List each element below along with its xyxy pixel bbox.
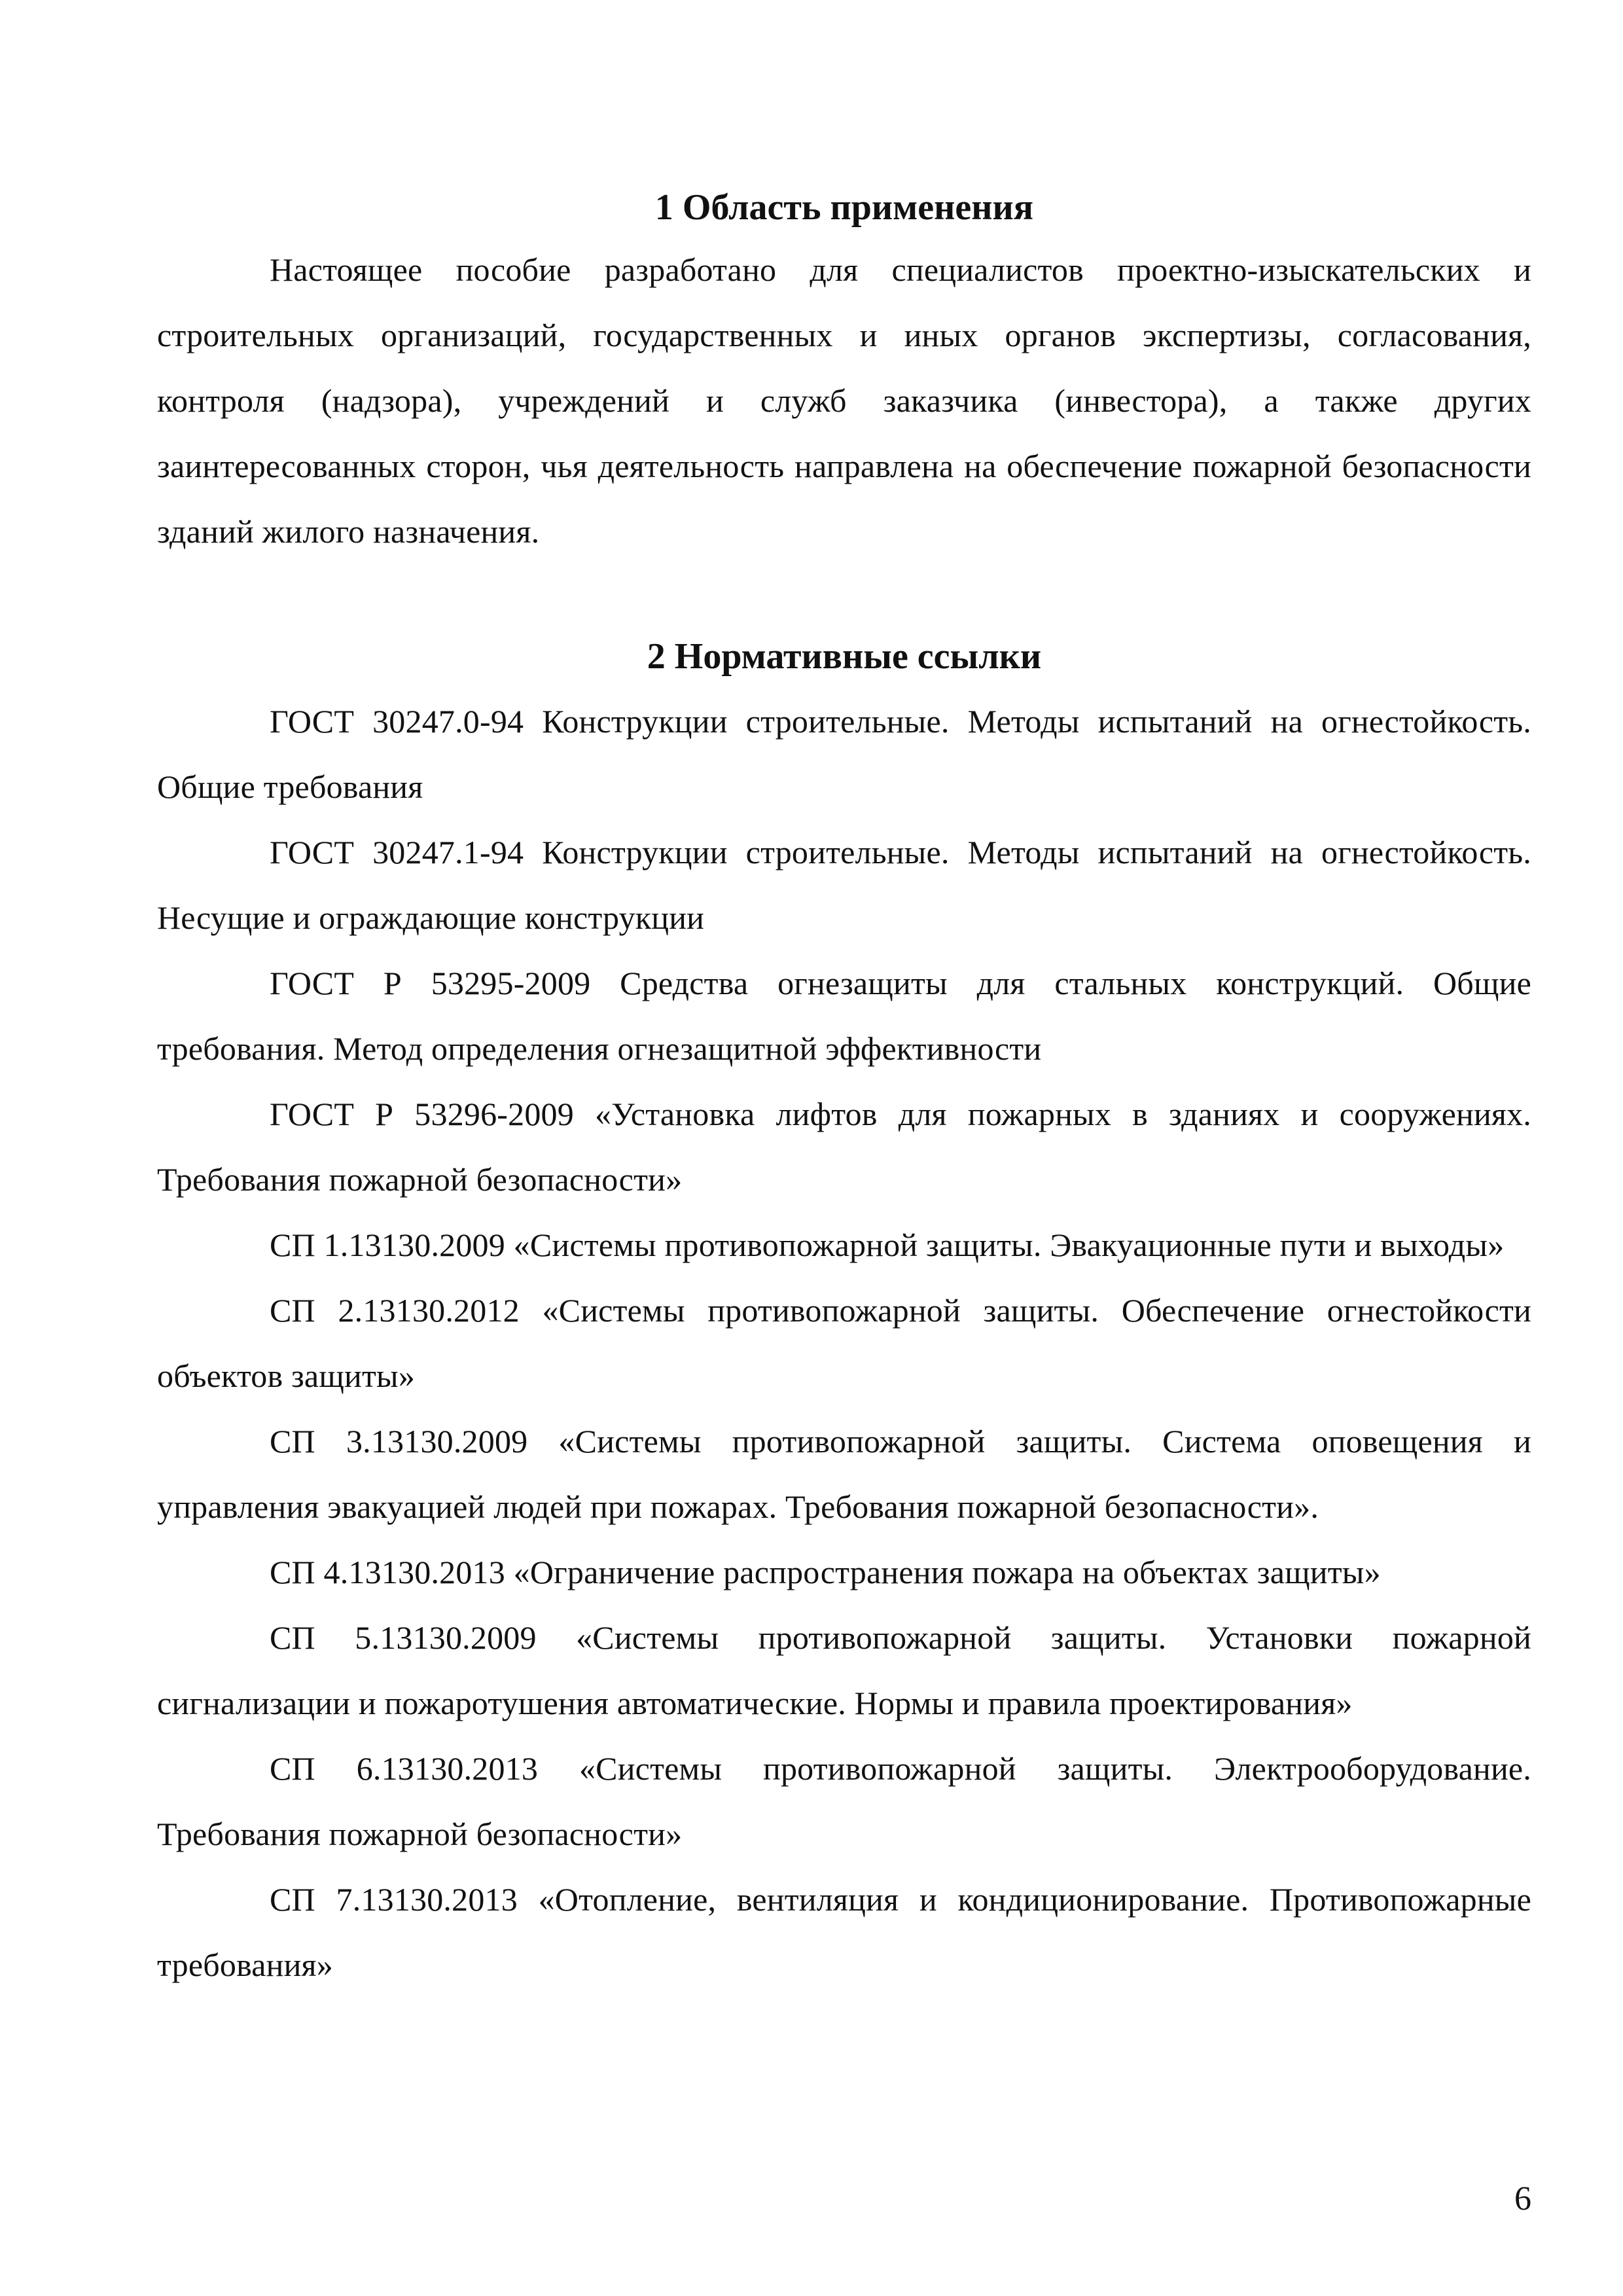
section-1-paragraph: Настоящее пособие разработано для специалистов проектно-изыскательских и строительных организаций, государственных и иных органов экспертизы, согласования, контроля (надзора), учреждений и служб заказчика (инвестора), а также других заинтересованных сторон, чья деятельность направлена на обеспечение пожарной безопасности зданий жилого назначения. [157,251,1531,550]
reference-sp-5: СП 5.13130.2009 «Системы противопожарной защиты. Установки пожарной сигнализации и пожаротушения автоматические. Нормы и правила проектирования» [157,1619,1531,1721]
reference-gost-30247-1: ГОСТ 30247.1-94 Конструкции строительные. Методы испытаний на огнестойкость. Несущие и ограждающие конструкции [157,834,1531,936]
reference-gost-30247-0: ГОСТ 30247.0-94 Конструкции строительные. Методы испытаний на огнестойкость. Общие требования [157,703,1531,805]
reference-sp-3: СП 3.13130.2009 «Системы противопожарной защиты. Система оповещения и управления эвакуацией людей при пожарах. Требования пожарной безопасности». [157,1423,1531,1525]
section-1-title: 1 Область применения [654,187,1034,228]
reference-gost-r-53295: ГОСТ Р 53295-2009 Средства огнезащиты для стальных конструкций. Общие требования. Метод определения огнезащитной эффективности [157,965,1531,1067]
reference-sp-6: СП 6.13130.2013 «Системы противопожарной защиты. Электрооборудование. Требования пожарной безопасности» [157,1750,1531,1852]
normative-references-list [157,689,1531,1998]
reference-sp-1: СП 1.13130.2009 «Системы противопожарной защиты. Эвакуационные пути и выходы» [270,1227,1505,1263]
reference-sp-2: СП 2.13130.2012 «Системы противопожарной защиты. Обеспечение огнестойкости объектов защиты» [157,1292,1531,1394]
reference-sp-4: СП 4.13130.2013 «Ограничение распространения пожара на объектах защиты» [270,1554,1381,1590]
page-number: 6 [1514,2180,1531,2217]
reference-gost-r-53296: ГОСТ Р 53296-2009 «Установка лифтов для пожарных в зданиях и сооружениях. Требования пожарной безопасности» [157,1096,1531,1198]
reference-sp-7: СП 7.13130.2013 «Отопление, вентиляция и кондиционирование. Противопожарные требования» [157,1881,1531,1983]
section-2-title: 2 Нормативные ссылки [647,636,1042,677]
page-content [157,178,1531,1998]
